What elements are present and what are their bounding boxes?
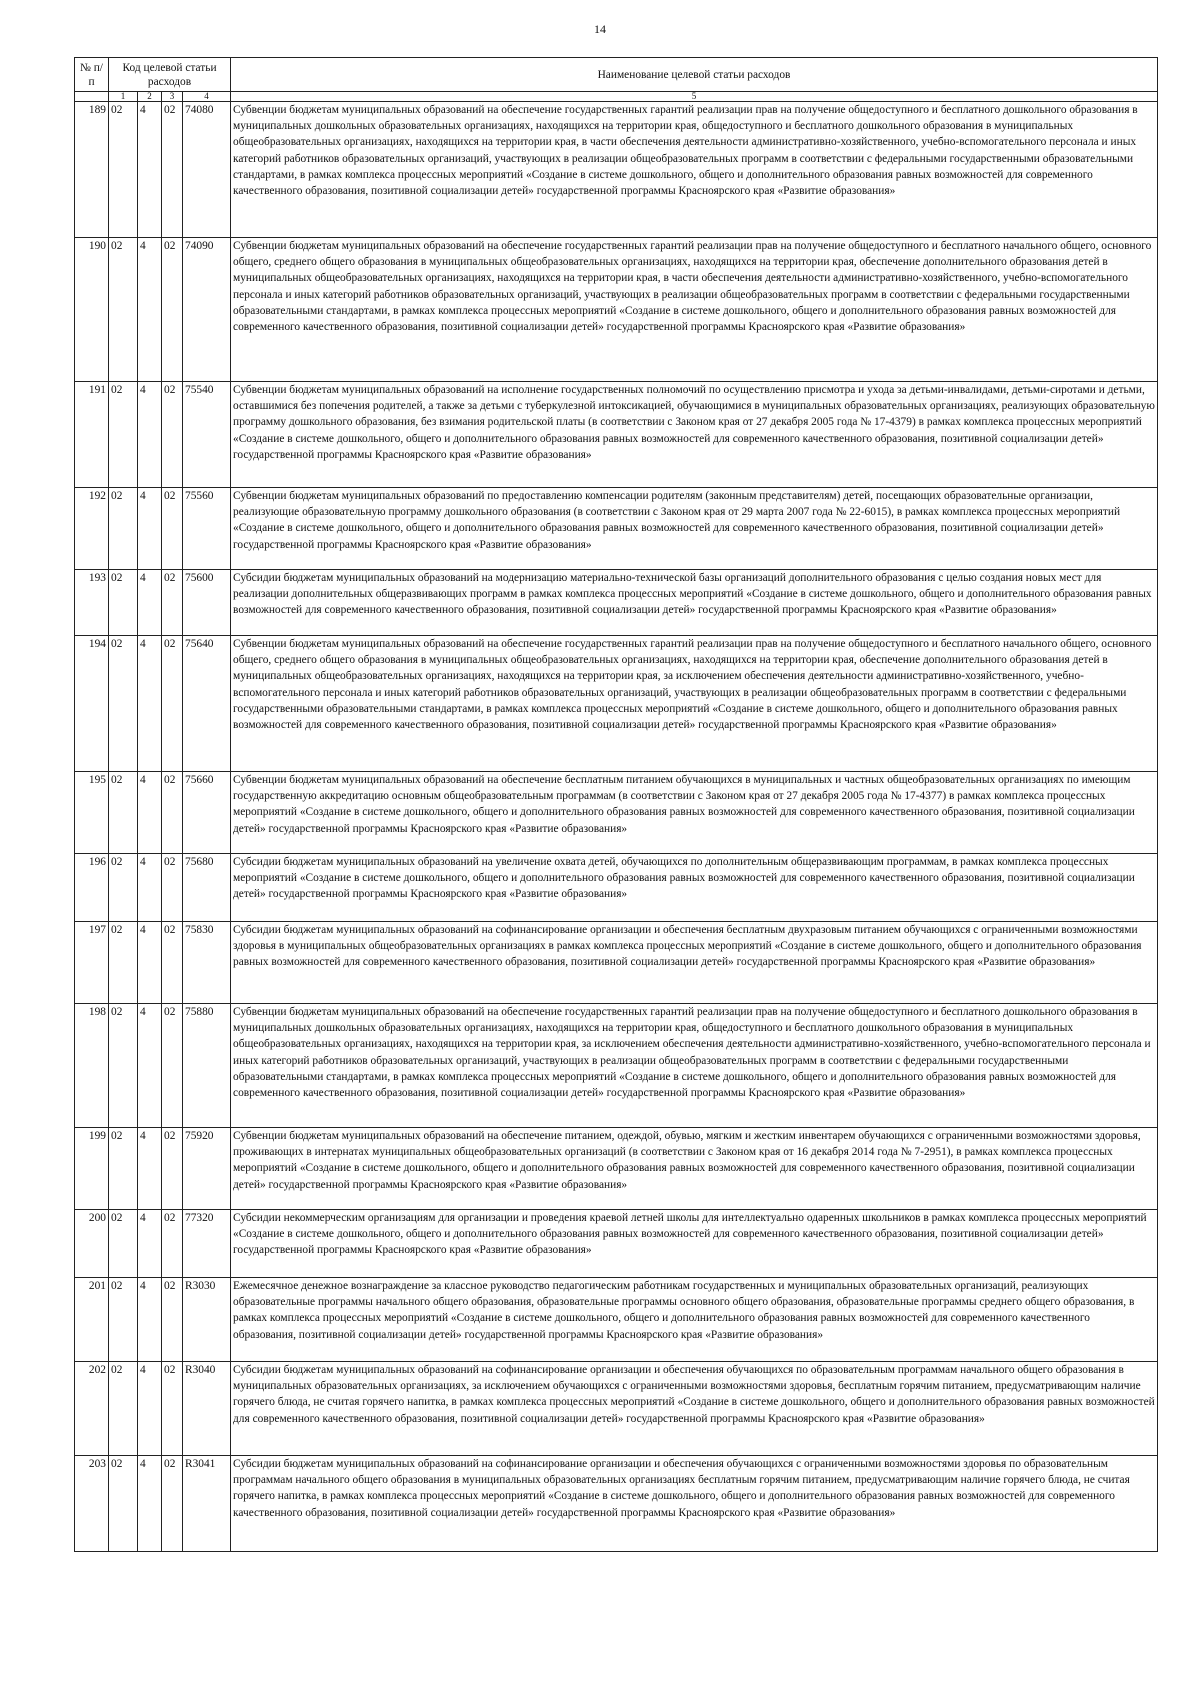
table-row xyxy=(75,1128,1158,1210)
page-number: 14 xyxy=(594,22,606,36)
row-number: 192 xyxy=(75,488,109,570)
row-number: 196 xyxy=(75,854,109,922)
row-number: 199 xyxy=(75,1128,109,1210)
code-part-4: 75830 xyxy=(183,922,231,1004)
expense-description: Субвенции бюджетам муниципальных образований на обеспечение государственных гарантий реализации прав на получение общедоступного и бесплатного дошкольного образования в муниципальных дошкольных образовательных организациях, находящихся на территории края, общедоступного и бесплатного дошкольного образования в муниципальных общеобразовательных организациях, находящихся на территории края, за исключением обеспечения деятельности административно-хозяйственного, учебно-вспомогательного персонала и иных категорий работников образовательных организаций, участвующих в реализации общеобразовательных программ в соответствии с федеральными государственными образовательными стандартами, в рамках комплекса процессных мероприятий «Создание в системе дошкольного, общего и дополнительного образования равных возможностей для современного качественного образования, позитивной социализации детей» государственной программы Красноярского края «Развитие образования» xyxy=(231,1004,1158,1128)
code-part-3: 02 xyxy=(162,922,183,1004)
code-part-1: 02 xyxy=(109,570,138,636)
code-part-1: 02 xyxy=(109,1456,138,1552)
code-part-3: 02 xyxy=(162,1210,183,1278)
header-index-2: 2 xyxy=(138,92,162,102)
code-part-2: 4 xyxy=(138,772,162,854)
code-part-1: 02 xyxy=(109,1278,138,1362)
header-index-1: 1 xyxy=(109,92,138,102)
row-number: 203 xyxy=(75,1456,109,1552)
target-expense-table xyxy=(74,57,1158,1552)
code-part-3: 02 xyxy=(162,854,183,922)
expense-description: Ежемесячное денежное вознаграждение за классное руководство педагогическим работникам государственных и муниципальных образовательных организаций, реализующих образовательные программы начального общего образования, образовательные программы основного общего образования, образовательные программы среднего общего образования, в рамках комплекса процессных мероприятий «Создание в системе дошкольного, общего и дополнительного образования равных возможностей для современного качественного образования, позитивной социализации детей» государственной программы Красноярского края «Развитие образования» xyxy=(231,1278,1158,1362)
code-part-4: 75660 xyxy=(183,772,231,854)
table-row xyxy=(75,636,1158,772)
table-row xyxy=(75,102,1158,238)
code-part-2: 4 xyxy=(138,382,162,488)
table-body xyxy=(75,102,1158,1552)
code-part-1: 02 xyxy=(109,1362,138,1456)
header-index-4: 4 xyxy=(183,92,231,102)
expense-description: Субсидии некоммерческим организациям для организации и проведения краевой летней школы для интеллектуально одаренных школьников в рамках комплекса процессных мероприятий «Создание в системе дошкольного, общего и дополнительного образования равных возможностей для современного качественного образования, позитивной социализации детей» государственной программы Красноярского края «Развитие образования» xyxy=(231,1210,1158,1278)
table-header xyxy=(75,58,1158,102)
table-row xyxy=(75,772,1158,854)
code-part-3: 02 xyxy=(162,238,183,382)
code-part-3: 02 xyxy=(162,1278,183,1362)
code-part-4: 74080 xyxy=(183,102,231,238)
code-part-4: 75540 xyxy=(183,382,231,488)
header-row-number: № п/п xyxy=(75,58,109,92)
expense-description: Субвенции бюджетам муниципальных образований на обеспечение питанием, одеждой, обувью, мягким и жестким инвентарем обучающихся с ограниченными возможностями здоровья, проживающих в интернатах муниципальных общеобразовательных организаций (в соответствии с Законом края от 16 декабря 2014 года № 7-2951), в рамках комплекса процессных мероприятий «Создание в системе дошкольного, общего и дополнительного образования равных возможностей для современного качественного образования, позитивной социализации детей» государственной программы Красноярского края «Развитие образования» xyxy=(231,1128,1158,1210)
code-part-2: 4 xyxy=(138,922,162,1004)
code-part-2: 4 xyxy=(138,1362,162,1456)
code-part-3: 02 xyxy=(162,636,183,772)
code-part-4: 75600 xyxy=(183,570,231,636)
code-part-4: R3041 xyxy=(183,1456,231,1552)
code-part-3: 02 xyxy=(162,1004,183,1128)
header-expense-code: Код целевой статьи расходов xyxy=(109,58,231,92)
code-part-2: 4 xyxy=(138,1004,162,1128)
header-index-5: 5 xyxy=(231,92,1158,102)
table-row xyxy=(75,1004,1158,1128)
table-row xyxy=(75,382,1158,488)
code-part-1: 02 xyxy=(109,1210,138,1278)
row-number: 198 xyxy=(75,1004,109,1128)
row-number: 189 xyxy=(75,102,109,238)
code-part-1: 02 xyxy=(109,1004,138,1128)
code-part-2: 4 xyxy=(138,1456,162,1552)
code-part-4: 75560 xyxy=(183,488,231,570)
table-row xyxy=(75,1210,1158,1278)
code-part-4: 74090 xyxy=(183,238,231,382)
row-number: 202 xyxy=(75,1362,109,1456)
table-row xyxy=(75,488,1158,570)
header-index xyxy=(75,92,109,102)
code-part-1: 02 xyxy=(109,1128,138,1210)
row-number: 200 xyxy=(75,1210,109,1278)
row-number: 193 xyxy=(75,570,109,636)
code-part-2: 4 xyxy=(138,570,162,636)
table-row xyxy=(75,854,1158,922)
expense-description: Субвенции бюджетам муниципальных образований на обеспечение государственных гарантий реализации прав на получение общедоступного и бесплатного начального общего, основного общего, среднего общего образования в муниципальных общеобразовательных организациях, находящихся на территории края, обеспечение дополнительного образования детей в муниципальных общеобразовательных организациях, находящихся на территории края, в части обеспечения деятельности административно-хозяйственного, учебно-вспомогательного персонала и иных категорий работников образовательных организаций, участвующих в реализации общеобразовательных программ в соответствии с федеральными государственными образовательными стандартами, в рамках комплекса процессных мероприятий «Создание в системе дошкольного, общего и дополнительного образования равных возможностей для современного качественного образования, позитивной социализации детей» государственной программы Красноярского края «Развитие образования» xyxy=(231,238,1158,382)
table-row xyxy=(75,570,1158,636)
code-part-4: R3030 xyxy=(183,1278,231,1362)
code-part-4: R3040 xyxy=(183,1362,231,1456)
code-part-4: 75640 xyxy=(183,636,231,772)
code-part-2: 4 xyxy=(138,238,162,382)
code-part-1: 02 xyxy=(109,636,138,772)
header-expense-name: Наименование целевой статьи расходов xyxy=(231,58,1158,92)
code-part-3: 02 xyxy=(162,1362,183,1456)
code-part-1: 02 xyxy=(109,488,138,570)
expense-description: Субсидии бюджетам муниципальных образований на софинансирование организации и обеспечения бесплатным двухразовым питанием обучающихся с ограниченными возможностями здоровья в муниципальных общеобразовательных организациях в рамках комплекса процессных мероприятий «Создание в системе дошкольного, общего и дополнительного образования равных возможностей для современного качественного образования, позитивной социализации детей» государственной программы Красноярского края «Развитие образования» xyxy=(231,922,1158,1004)
expense-description: Субвенции бюджетам муниципальных образований на обеспечение бесплатным питанием обучающихся в муниципальных и частных общеобразовательных организациях по имеющим государственную аккредитацию основным общеобразовательным программам (в соответствии с Законом края от 27 декабря 2005 года № 17-4377) в рамках комплекса процессных мероприятий «Создание в системе дошкольного, общего и дополнительного образования равных возможностей для современного качественного образования, позитивной социализации детей» государственной программы Красноярского края «Развитие образования» xyxy=(231,772,1158,854)
code-part-3: 02 xyxy=(162,1456,183,1552)
expense-description: Субвенции бюджетам муниципальных образований на обеспечение государственных гарантий реализации прав на получение общедоступного и бесплатного начального общего, основного общего, среднего общего образования в муниципальных общеобразовательных организациях, находящихся на территории края, обеспечение дополнительного образования детей в муниципальных общеобразовательных организациях, находящихся на территории края, за исключением обеспечения деятельности административно-хозяйственного, учебно-вспомогательного персонала и иных категорий работников образовательных организаций, участвующих в реализации общеобразовательных программ в соответствии с федеральными государственными образовательными стандартами, в рамках комплекса процессных мероприятий «Создание в системе дошкольного, общего и дополнительного образования равных возможностей для современного качественного образования, позитивной социализации детей» государственной программы Красноярского края «Развитие образования» xyxy=(231,636,1158,772)
expense-description: Субвенции бюджетам муниципальных образований на обеспечение государственных гарантий реализации прав на получение общедоступного и бесплатного дошкольного образования в муниципальных дошкольных образовательных организациях, находящихся на территории края, общедоступного и бесплатного дошкольного образования в муниципальных общеобразовательных организациях, находящихся на территории края, в части обеспечения деятельности административно-хозяйственного, учебно-вспомогательного персонала и иных категорий работников образовательных организаций, участвующих в реализации общеобразовательных программ в соответствии с федеральными государственными образовательными стандартами, в рамках комплекса процессных мероприятий «Создание в системе дошкольного, общего и дополнительного образования равных возможностей для современного качественного образования, позитивной социализации детей» государственной программы Красноярского края «Развитие образования» xyxy=(231,102,1158,238)
code-part-1: 02 xyxy=(109,102,138,238)
expense-description: Субсидии бюджетам муниципальных образований на увеличение охвата детей, обучающихся по дополнительным общеразвивающим программам, в рамках комплекса процессных мероприятий «Создание в системе дошкольного, общего и дополнительного образования равных возможностей для современного качественного образования, позитивной социализации детей» государственной программы Красноярского края «Развитие образования» xyxy=(231,854,1158,922)
expense-description: Субсидии бюджетам муниципальных образований на модернизацию материально-технической базы организаций дополнительного образования с целью создания новых мест для реализации дополнительных общеразвивающих программ в рамках комплекса процессных мероприятий «Создание в системе дошкольного, общего и дополнительного образования равных возможностей для современного качественного образования, позитивной социализации детей» государственной программы Красноярского края «Развитие образования» xyxy=(231,570,1158,636)
code-part-2: 4 xyxy=(138,1128,162,1210)
code-part-3: 02 xyxy=(162,772,183,854)
code-part-3: 02 xyxy=(162,488,183,570)
code-part-1: 02 xyxy=(109,238,138,382)
header-index-3: 3 xyxy=(162,92,183,102)
code-part-2: 4 xyxy=(138,1278,162,1362)
code-part-3: 02 xyxy=(162,382,183,488)
table-row xyxy=(75,1456,1158,1552)
code-part-4: 75880 xyxy=(183,1004,231,1128)
code-part-2: 4 xyxy=(138,854,162,922)
code-part-2: 4 xyxy=(138,102,162,238)
row-number: 195 xyxy=(75,772,109,854)
row-number: 191 xyxy=(75,382,109,488)
code-part-4: 77320 xyxy=(183,1210,231,1278)
row-number: 197 xyxy=(75,922,109,1004)
table-row xyxy=(75,1362,1158,1456)
expense-description: Субсидии бюджетам муниципальных образований на софинансирование организации и обеспечения обучающихся с ограниченными возможностями здоровья по образовательным программам начального общего образования в муниципальных образовательных организациях бесплатным горячим питанием, предусматривающим наличие горячего блюда, не считая горячего напитка, в рамках комплекса процессных мероприятий «Создание в системе дошкольного, общего и дополнительного образования равных возможностей для современного качественного образования, позитивной социализации детей» государственной программы Красноярского края «Развитие образования» xyxy=(231,1456,1158,1552)
row-number: 201 xyxy=(75,1278,109,1362)
expense-description: Субсидии бюджетам муниципальных образований на софинансирование организации и обеспечения обучающихся по образовательным программам начального общего образования в муниципальных образовательных организациях, за исключением обучающихся с ограниченными возможностями здоровья, бесплатным горячим питанием, предусматривающим наличие горячего блюда, не считая горячего напитка, в рамках комплекса процессных мероприятий «Создание в системе дошкольного, общего и дополнительного образования равных возможностей для современного качественного образования, позитивной социализации детей» государственной программы Красноярского края «Развитие образования» xyxy=(231,1362,1158,1456)
code-part-2: 4 xyxy=(138,1210,162,1278)
code-part-1: 02 xyxy=(109,772,138,854)
code-part-3: 02 xyxy=(162,102,183,238)
expense-description: Субвенции бюджетам муниципальных образований на исполнение государственных полномочий по осуществлению присмотра и ухода за детьми-инвалидами, детьми-сиротами и детьми, оставшимися без попечения родителей, а также за детьми с туберкулезной интоксикацией, обучающимися в муниципальных образовательных организациях, реализующих образовательную программу дошкольного образования, без взимания родительской платы (в соответствии с Законом края от 27 декабря 2005 года № 17-4379) в рамках комплекса процессных мероприятий «Создание в системе дошкольного, общего и дополнительного образования равных возможностей для современного качественного образования, позитивной социализации детей» государственной программы Красноярского края «Развитие образования» xyxy=(231,382,1158,488)
table-row xyxy=(75,922,1158,1004)
row-number: 190 xyxy=(75,238,109,382)
code-part-3: 02 xyxy=(162,570,183,636)
code-part-1: 02 xyxy=(109,382,138,488)
code-part-1: 02 xyxy=(109,854,138,922)
code-part-3: 02 xyxy=(162,1128,183,1210)
code-part-1: 02 xyxy=(109,922,138,1004)
expense-description: Субвенции бюджетам муниципальных образований по предоставлению компенсации родителям (законным представителям) детей, посещающих образовательные организации, реализующие образовательную программу дошкольного образования (в соответствии с Законом края от 29 марта 2007 года № 22-6015), в рамках комплекса процессных мероприятий «Создание в системе дошкольного, общего и дополнительного образования равных возможностей для современного качественного образования, позитивной социализации детей» государственной программы Красноярского края «Развитие образования» xyxy=(231,488,1158,570)
code-part-4: 75920 xyxy=(183,1128,231,1210)
table-row xyxy=(75,1278,1158,1362)
row-number: 194 xyxy=(75,636,109,772)
code-part-2: 4 xyxy=(138,636,162,772)
code-part-2: 4 xyxy=(138,488,162,570)
code-part-4: 75680 xyxy=(183,854,231,922)
table-row xyxy=(75,238,1158,382)
